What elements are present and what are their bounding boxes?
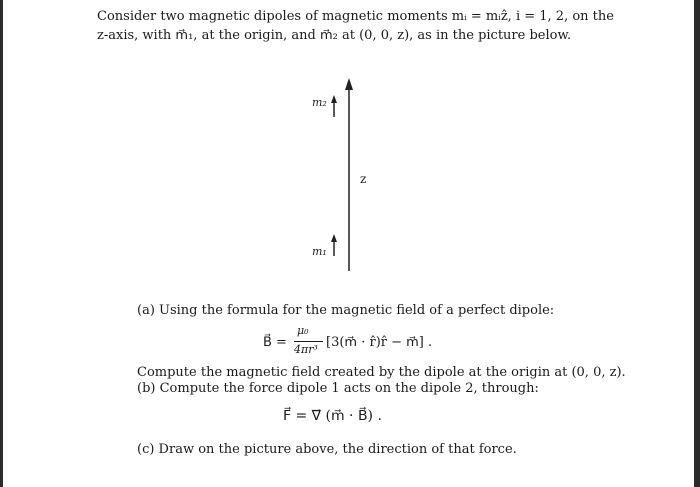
fraction-bar bbox=[294, 341, 323, 342]
part-c-text: (c) Draw on the picture above, the direction of that force. bbox=[137, 442, 517, 457]
intro-line-1: Consider two magnetic dipoles of magnetic moments mᵢ = mᵢẑ, i = 1, 2, on the bbox=[97, 9, 614, 24]
formula-b-numerator: μ₀ bbox=[297, 324, 309, 337]
m2-label: m₂ bbox=[312, 96, 327, 109]
z-axis-label: z bbox=[360, 172, 367, 186]
m1-label: m₁ bbox=[312, 245, 327, 258]
m1-arrowhead bbox=[331, 234, 337, 242]
m2-arrowhead bbox=[331, 95, 337, 103]
formula-f: F⃗ = ∇⃗ (m⃗ · B⃗) . bbox=[283, 408, 382, 424]
part-a-compute-text: Compute the magnetic field created by the dipole at the origin at (0, 0, z). bbox=[137, 365, 626, 380]
intro-line-2: z-axis, with m⃗₁, at the origin, and m⃗₂ at (0, 0, z), as in the picture below. bbox=[97, 28, 572, 43]
part-b-text: (b) Compute the force dipole 1 acts on the dipole 2, through: bbox=[137, 381, 539, 396]
z-axis-arrowhead bbox=[345, 78, 353, 90]
formula-b-lhs: B⃗ = bbox=[263, 335, 287, 350]
formula-b-rhs: [3(m⃗ · r̂)r̂ − m⃗] . bbox=[326, 335, 433, 350]
formula-b-denominator: 4πr³ bbox=[294, 343, 318, 356]
part-a-text: (a) Using the formula for the magnetic field of a perfect dipole: bbox=[137, 303, 555, 318]
